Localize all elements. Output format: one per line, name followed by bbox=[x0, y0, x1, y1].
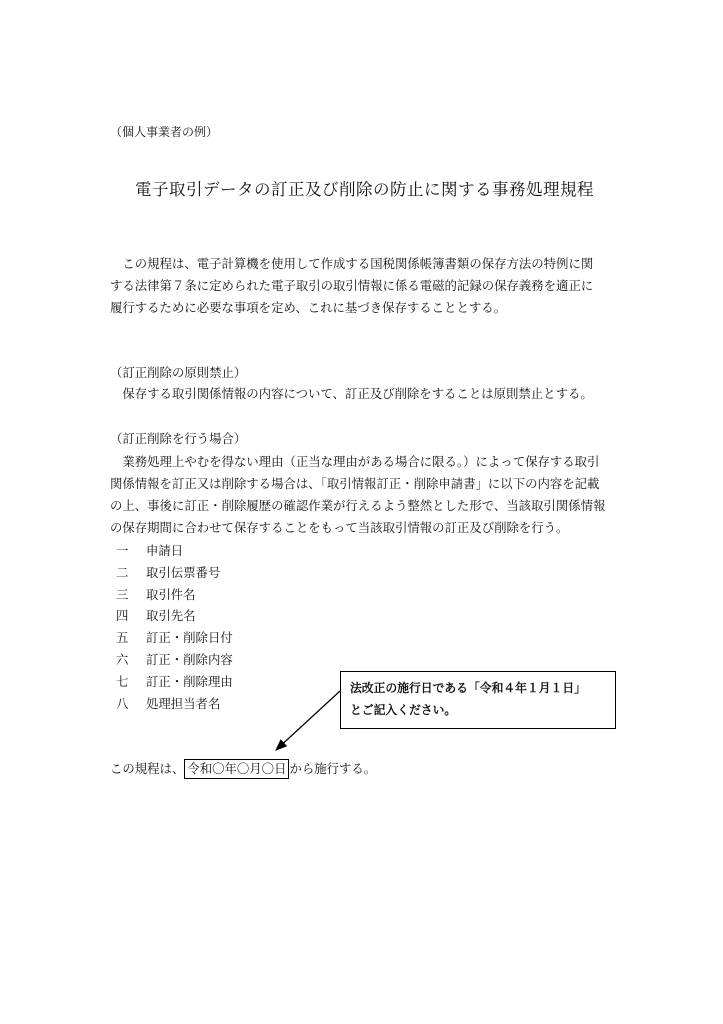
intro-line: この規程は、電子計算機を使用して作成する国税関係帳簿書類の保存方法の特例に関 bbox=[110, 256, 594, 271]
effective-date-line bbox=[110, 757, 376, 781]
list-item-label: 訂正・削除日付 bbox=[146, 630, 233, 645]
list-item-number: 七 bbox=[116, 674, 129, 689]
list-item-number: 五 bbox=[116, 630, 129, 645]
list-item-label: 訂正・削除理由 bbox=[146, 674, 233, 689]
list-item-number: 二 bbox=[116, 565, 129, 580]
effective-date-box: 令和〇年〇月〇日 bbox=[184, 759, 289, 779]
section-line: の保存期間に合わせて保存することをもって当該取引情報の訂正及び削除を行う。 bbox=[110, 520, 569, 535]
list-item-number: 八 bbox=[116, 696, 129, 711]
section-line: の上、事後に訂正・削除履歴の確認作業が行えるよう整然とした形で、当該取引関係情報 bbox=[110, 498, 606, 513]
section-heading: （訂正削除の原則禁止） bbox=[110, 365, 247, 380]
section-heading: （訂正削除を行う場合） bbox=[110, 431, 247, 446]
intro-line: 履行するために必要な事項を定め、これに基づき保存することとする。 bbox=[110, 300, 507, 315]
list-item-number: 六 bbox=[116, 652, 129, 667]
effective-suffix: から施行する。 bbox=[289, 761, 377, 776]
list-item-number: 一 bbox=[116, 543, 129, 558]
list-item-label: 取引件名 bbox=[146, 587, 196, 602]
callout-line: 法改正の施行日である「令和４年１月１日」 bbox=[350, 681, 586, 695]
page-title: 電子取引データの訂正及び削除の防止に関する事務処理規程 bbox=[135, 180, 594, 199]
list-item-label: 処理担当者名 bbox=[146, 696, 221, 711]
intro-line: する法律第７条に定められた電子取引の取引情報に係る電磁的記録の保存義務を適正に bbox=[110, 278, 594, 293]
section-line: 関係情報を訂正又は削除する場合は、「取引情報訂正・削除申請書」に以下の内容を記載 bbox=[110, 476, 600, 491]
example-note: （個人事業者の例） bbox=[110, 125, 219, 139]
list-item-number: 四 bbox=[116, 608, 129, 623]
list-item-label: 訂正・削除内容 bbox=[146, 652, 233, 667]
section-line: 業務処理上やむを得ない理由（正当な理由がある場合に限る。）によって保存する取引 bbox=[110, 454, 600, 469]
callout-line: とご記入ください。 bbox=[350, 703, 457, 717]
section-line: 保存する取引関係情報の内容について、訂正及び削除をすることは原則禁止とする。 bbox=[110, 386, 593, 401]
list-item-label: 申請日 bbox=[146, 543, 184, 558]
list-item-label: 取引先名 bbox=[146, 608, 196, 623]
list-item-label: 取引伝票番号 bbox=[146, 565, 221, 580]
effective-prefix: この規程は、 bbox=[110, 761, 185, 776]
list-item-number: 三 bbox=[116, 587, 129, 602]
